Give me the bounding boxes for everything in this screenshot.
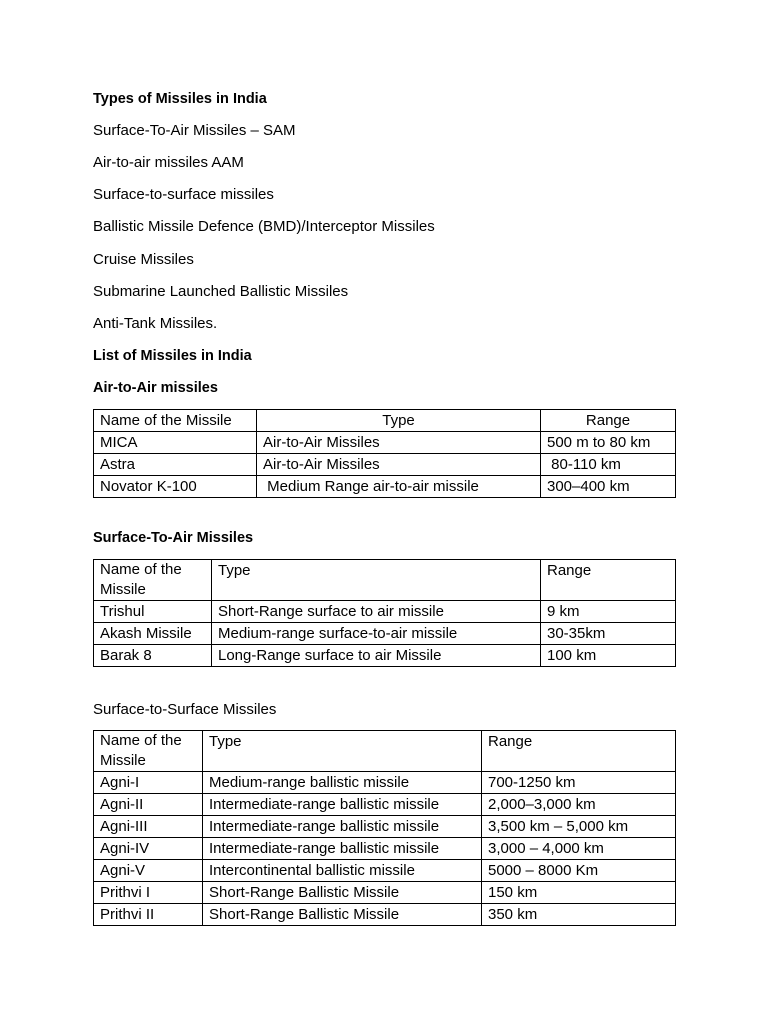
- table-cell: Medium-range surface-to-air missile: [212, 623, 541, 645]
- table-header-row: [94, 410, 676, 432]
- table-cell: Intermediate-range ballistic missile: [203, 816, 482, 838]
- table-cell: Intermediate-range ballistic missile: [203, 838, 482, 860]
- sam-heading: Surface-To-Air Missiles: [93, 530, 254, 546]
- table-row: [94, 432, 676, 454]
- table-cell: Medium Range air-to-air missile: [257, 476, 541, 498]
- table-cell: Short-Range Ballistic Missile: [203, 904, 482, 926]
- table-cell: 9 km: [541, 601, 676, 623]
- header-cell: Name of the Missile: [94, 560, 212, 601]
- types-heading: Types of Missiles in India: [93, 91, 267, 107]
- table-header-row: [94, 560, 676, 601]
- header-cell: Range: [541, 560, 676, 601]
- table-cell: Intercontinental ballistic missile: [203, 860, 482, 882]
- table-header-row: [94, 731, 676, 772]
- table-cell: 3,000 – 4,000 km: [482, 838, 676, 860]
- table-row: [94, 454, 676, 476]
- table-cell: Long-Range surface to air Missile: [212, 645, 541, 667]
- table-cell: Novator K-100: [94, 476, 257, 498]
- sam-table: [93, 559, 676, 667]
- table-cell: 3,500 km – 5,000 km: [482, 816, 676, 838]
- type-item: Surface-to-surface missiles: [93, 186, 274, 203]
- table-row: [94, 794, 676, 816]
- table-cell: 350 km: [482, 904, 676, 926]
- header-cell: Name of the Missile: [94, 410, 257, 432]
- table-cell: 700-1250 km: [482, 772, 676, 794]
- table-cell: Akash Missile: [94, 623, 212, 645]
- type-item: Anti-Tank Missiles.: [93, 315, 218, 332]
- table-row: [94, 904, 676, 926]
- aam-heading: Air-to-Air missiles: [93, 380, 218, 396]
- table-cell: Intermediate-range ballistic missile: [203, 794, 482, 816]
- table-cell: 300–400 km: [541, 476, 676, 498]
- table-cell: 80-110 km: [541, 454, 676, 476]
- table-row: [94, 860, 676, 882]
- table-cell: Astra: [94, 454, 257, 476]
- list-heading: List of Missiles in India: [93, 348, 252, 364]
- table-row: [94, 816, 676, 838]
- table-row: [94, 772, 676, 794]
- header-cell: Name of the Missile: [94, 731, 203, 772]
- table-cell: Barak 8: [94, 645, 212, 667]
- table-cell: Agni-IV: [94, 838, 203, 860]
- header-cell: Type: [212, 560, 541, 601]
- table-cell: 150 km: [482, 882, 676, 904]
- table-cell: Air-to-Air Missiles: [257, 432, 541, 454]
- ssm-heading: Surface-to-Surface Missiles: [93, 701, 277, 718]
- table-row: [94, 838, 676, 860]
- table-row: [94, 882, 676, 904]
- table-cell: Prithvi I: [94, 882, 203, 904]
- table-cell: 500 m to 80 km: [541, 432, 676, 454]
- table-cell: 100 km: [541, 645, 676, 667]
- type-item: Surface-To-Air Missiles – SAM: [93, 122, 296, 139]
- table-cell: Trishul: [94, 601, 212, 623]
- table-cell: 5000 – 8000 Km: [482, 860, 676, 882]
- table-row: [94, 476, 676, 498]
- table-cell: Prithvi II: [94, 904, 203, 926]
- table-cell: Agni-V: [94, 860, 203, 882]
- table-cell: MICA: [94, 432, 257, 454]
- aam-table: [93, 409, 676, 498]
- table-cell: Air-to-Air Missiles: [257, 454, 541, 476]
- table-cell: Agni-I: [94, 772, 203, 794]
- table-cell: Short-Range surface to air missile: [212, 601, 541, 623]
- table-cell: Agni-II: [94, 794, 203, 816]
- type-item: Ballistic Missile Defence (BMD)/Interceptor Missiles: [93, 218, 435, 235]
- table-cell: Medium-range ballistic missile: [203, 772, 482, 794]
- header-cell: Type: [257, 410, 541, 432]
- table-cell: Agni-III: [94, 816, 203, 838]
- table-row: [94, 601, 676, 623]
- table-row: [94, 645, 676, 667]
- type-item: Submarine Launched Ballistic Missiles: [93, 283, 349, 300]
- type-item: Cruise Missiles: [93, 251, 194, 268]
- header-cell: Range: [541, 410, 676, 432]
- table-row: [94, 623, 676, 645]
- ssm-table: [93, 730, 676, 926]
- type-item: Air-to-air missiles AAM: [93, 154, 244, 171]
- table-cell: Short-Range Ballistic Missile: [203, 882, 482, 904]
- header-cell: Range: [482, 731, 676, 772]
- table-cell: 2,000–3,000 km: [482, 794, 676, 816]
- table-cell: 30-35km: [541, 623, 676, 645]
- header-cell: Type: [203, 731, 482, 772]
